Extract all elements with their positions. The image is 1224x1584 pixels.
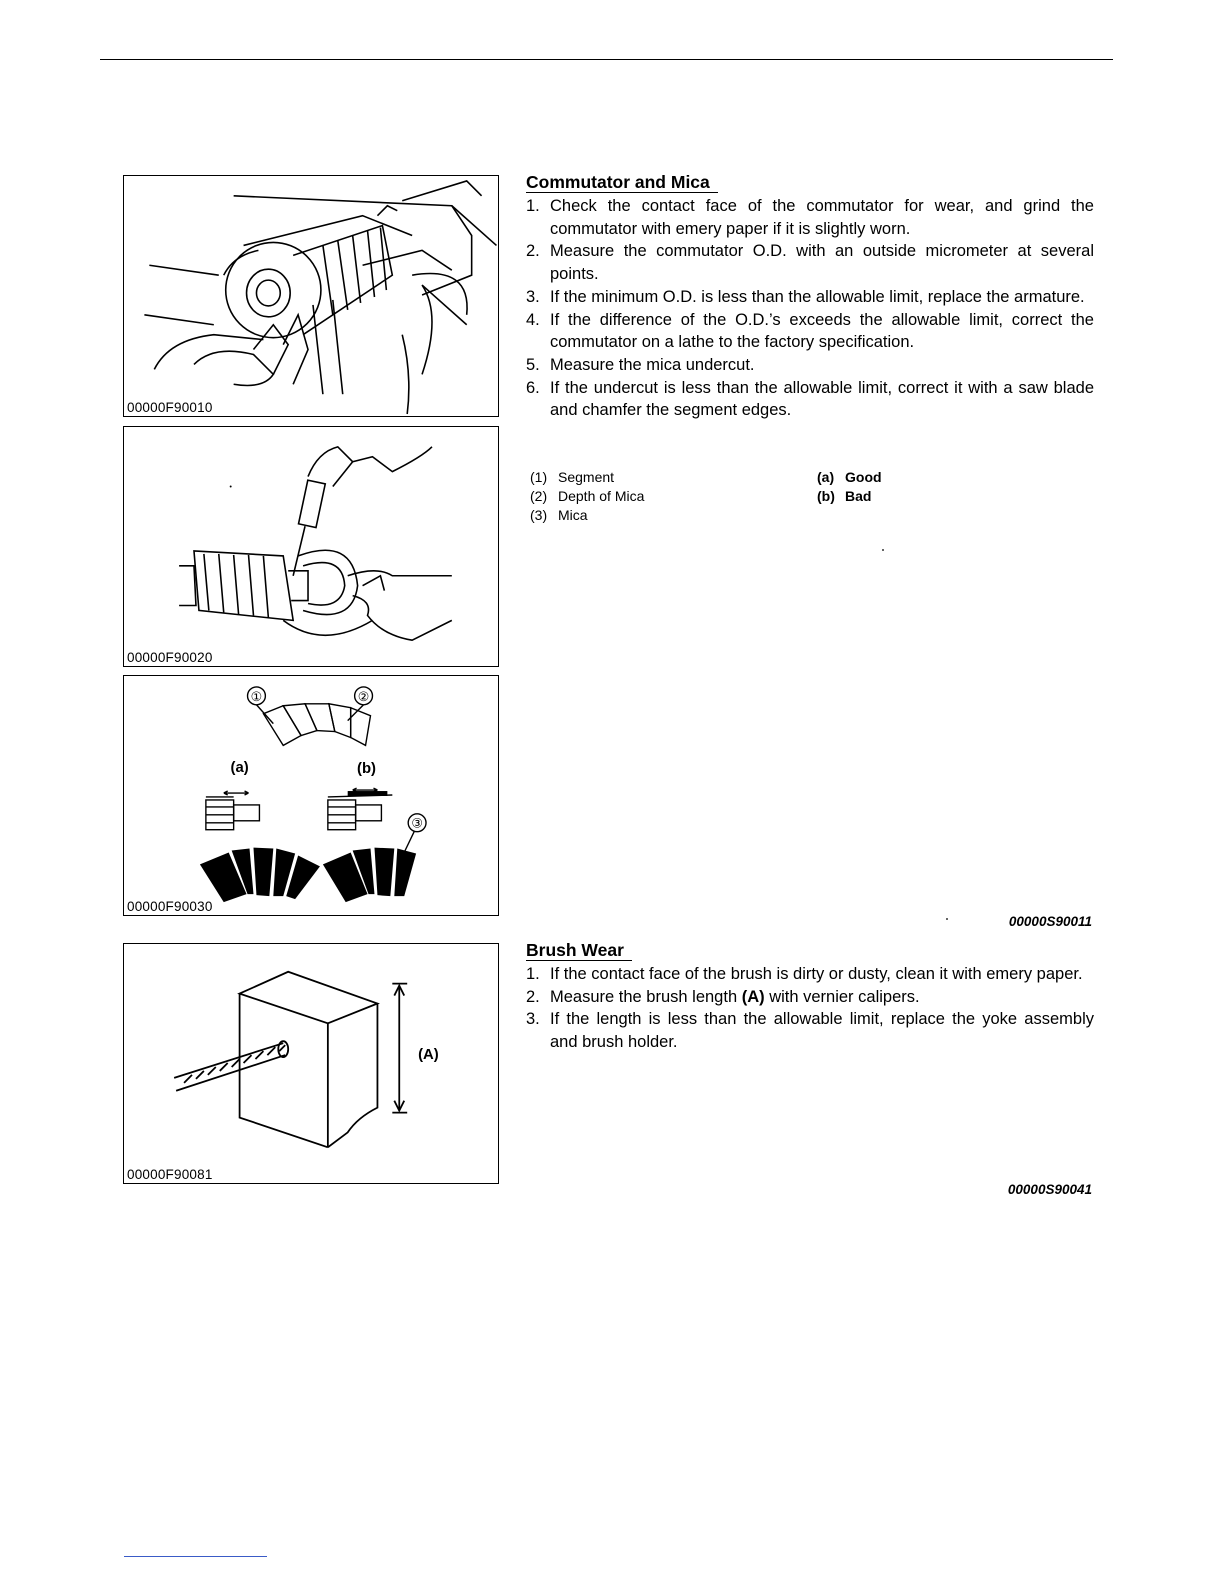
legend-conditions [817, 468, 882, 506]
step-item: 6. If the undercut is less than the allowable limit, correct it with a saw blade and chamfer the segment edges. [526, 378, 1094, 420]
scan-speck [946, 918, 948, 920]
legend-item: (a) Good [817, 469, 882, 485]
label-good: (a) [230, 760, 249, 777]
step-item: 3. If the length is less than the allowable limit, replace the yoke assembly and brush holder. [526, 1010, 1094, 1052]
figure-micrometer [123, 426, 499, 667]
section-commutator-mica [526, 172, 1094, 422]
step-item: 5. Measure the mica undercut. [526, 355, 755, 374]
legend-item: (3) Mica [530, 507, 588, 523]
section-code: 00000S90041 [1007, 1182, 1092, 1197]
figure-code: 00000F90010 [127, 400, 213, 415]
label-bad: (b) [357, 761, 377, 778]
brush-length-diagram [124, 944, 498, 1183]
figure-code: 00000F90020 [127, 650, 213, 665]
header-rule [100, 59, 1113, 60]
figure-code: 00000F90081 [127, 1167, 213, 1182]
commutator-grinding-illustration [124, 176, 498, 416]
callout-3: ③ [411, 816, 423, 832]
legend-item: (2) Depth of Mica [530, 488, 645, 504]
scan-speck [882, 549, 884, 551]
step-item: 4. If the difference of the O.D.’s exceeds the allowable limit, correct the commutator on a lathe to the factory specification. [526, 310, 1094, 352]
step-item: 3. If the minimum O.D. is less than the allowable limit, replace the armature. [526, 287, 1085, 306]
step-item: 2. Measure the commutator O.D. with an outside micrometer at several points. [526, 242, 1094, 284]
section-title: Commutator and Mica [526, 172, 718, 193]
section-title: Brush Wear [526, 940, 632, 961]
section-code: 00000S90011 [1008, 914, 1092, 929]
legend-item: (1) Segment [530, 469, 615, 485]
step-item: 1. Check the contact face of the commutator for wear, and grind the commutator with emery paper if it is slightly worn. [526, 197, 1094, 238]
step-item: 1. If the contact face of the brush is dirty or dusty, clean it with emery paper. [526, 965, 1083, 983]
footer-link-underline [124, 1556, 267, 1557]
legend-item: (b) Bad [817, 488, 872, 504]
figure-code: 00000F90030 [127, 899, 213, 914]
figure-brush-length [123, 943, 499, 1184]
figure-commutator-grinding [123, 175, 499, 417]
step-item: 2. Measure the brush length (A) with vernier calipers. [526, 987, 920, 1006]
callout-2: ② [357, 689, 370, 705]
callout-1: ① [250, 689, 263, 705]
label-length-a: (A) [418, 1047, 439, 1064]
mica-undercut-diagram [124, 676, 498, 915]
figure-mica-undercut [123, 675, 499, 916]
step-list [526, 963, 1094, 1054]
legend-parts [530, 468, 644, 525]
micrometer-measurement-illustration [124, 427, 498, 666]
step-list [526, 195, 1094, 422]
section-brush-wear [526, 940, 1094, 1054]
